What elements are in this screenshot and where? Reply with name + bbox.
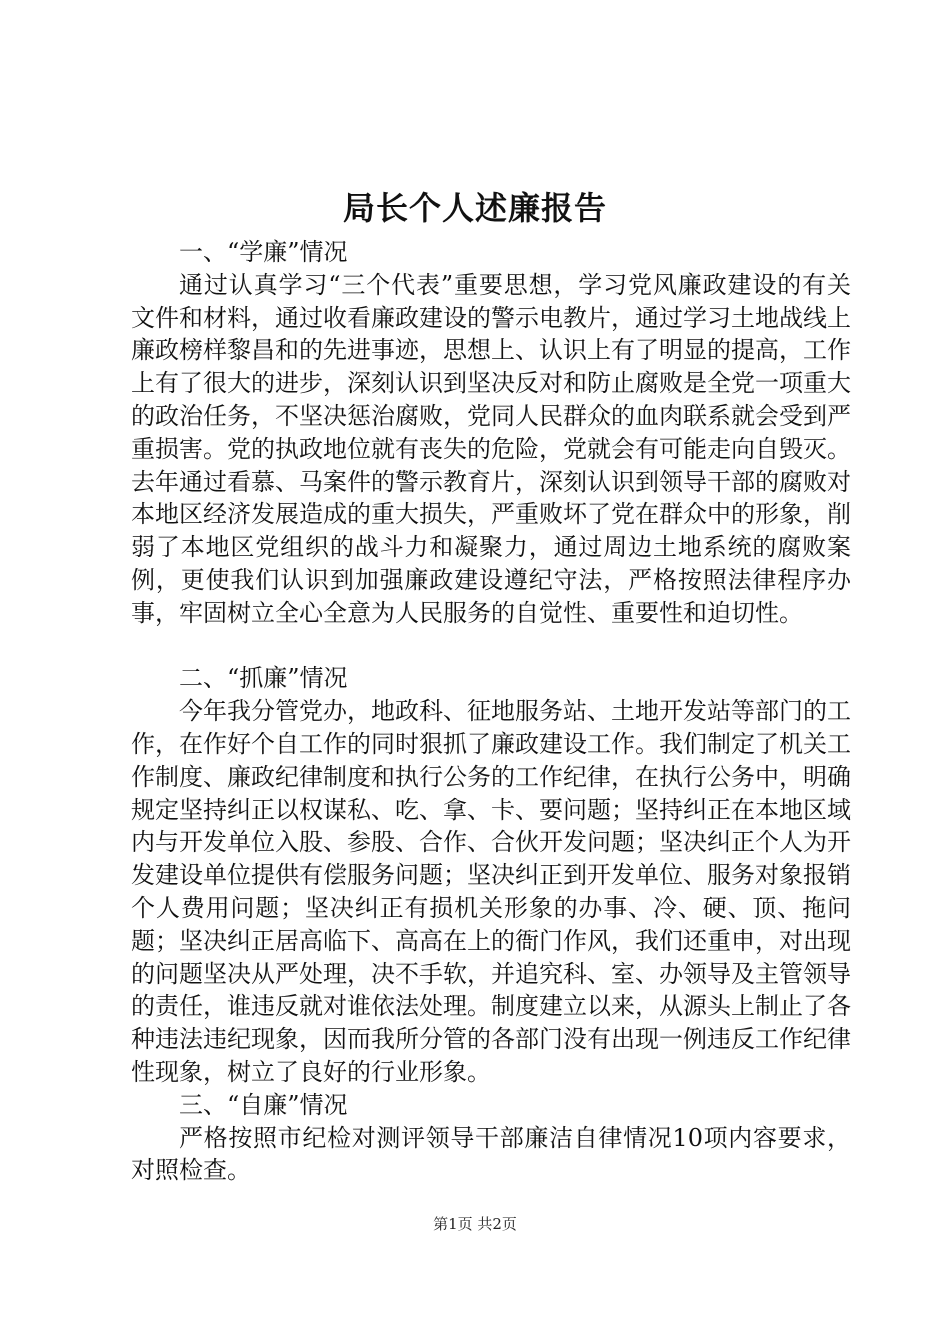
section-paragraph-study: 通过认真学习“三个代表”重要思想，学习党风廉政建设的有关文件和材料，通过收看廉政建设的警示电教片，通过学习土地战线上廉政榜样黎昌和的先进事迹，思想上、认识上有了明显的提高，工作上有了很大的进步，深刻认识到坚决反对和防止腐败是全党一项重大的政治任务，不坚决惩治腐败，党同人民群众的血肉联系就会受到严重损害。党的执政地位就有丧失的危险，党就会有可能走向自毁灭。去年通过看慕、马案件的警示教育片，深刻认识到领导干部的腐败对本地区经济发展造成的重大损失，严重败坏了党在群众中的形象，削弱了本地区党组织的战斗力和凝聚力，通过周边土地系统的腐败案例，更使我们认识到加强廉政建设遵纪守法，严格按照法律程序办事，牢固树立全心全意为人民服务的自觉性、重要性和迫切性。	[131, 270, 851, 627]
section-paragraph-enforce: 今年我分管党办，地政科、征地服务站、土地开发站等部门的工作，在作好个自工作的同时狠抓了廉政建设工作。我们制定了机关工作制度、廉政纪律制度和执行公务的工作纪律，在执行公务中，明确规定坚持纠正以权谋私、吃、拿、卡、要问题；坚持纠正在本地区域内与开发单位入股、参股、合作、合伙开发问题；坚决纠正个人为开发建设单位提供有偿服务问题；坚决纠正到开发单位、服务对象报销个人费用问题；坚决纠正有损机关形象的办事、冷、硬、顶、拖问题；坚决纠正居高临下、高高在上的衙门作风，我们还重申，对出现的问题坚决从严处理，决不手软，并追究科、室、办领导及主管领导的责任，谁违反就对谁依法处理。制度建立以来，从源头上制止了各种违法违纪现象，因而我所分管的各部门没有出现一例违反工作纪律性现象，树立了良好的行业形象。	[131, 697, 851, 1086]
section-heading-enforce: 二、“抓廉”情况	[179, 664, 348, 693]
document-body	[131, 236, 851, 1187]
section-heading-study: 一、“学廉”情况	[179, 238, 348, 266]
section-heading-self: 三、“自廉”情况	[179, 1090, 348, 1119]
page-footer: 第1页 共2页	[433, 1215, 517, 1233]
section-paragraph-self: 严格按照市纪检对测评领导干部廉洁自律情况10项内容要求，对照检查。	[131, 1123, 851, 1185]
document-title: 局长个人述廉报告	[342, 189, 607, 227]
